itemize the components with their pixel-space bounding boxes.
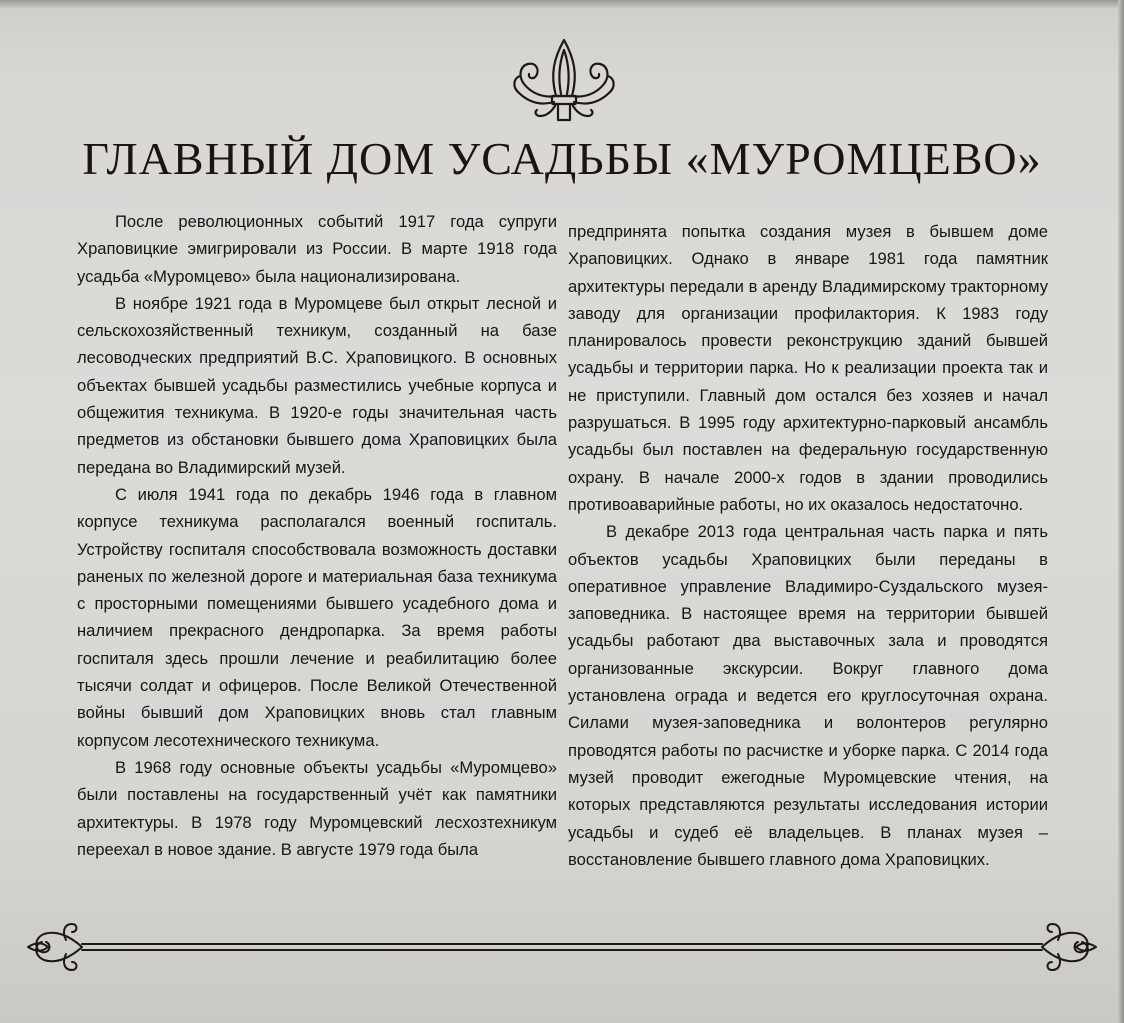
paragraph: После революционных событий 1917 года супруги Храповицкие эмигрировали из России. В марте 1918 года усадьба «Муромцево» была национализирована. xyxy=(77,212,557,286)
paragraph: В 1968 году основные объекты усадьбы «Муромцево» были поставлены на государственный учёт как памятники архитектуры. В 1978 году Муромцевский лесхозтехникум переехал в новое здание. В августе 1979 года была xyxy=(77,757,557,859)
text-column-right xyxy=(568,218,1048,873)
paragraph: В ноябре 1921 года в Муромцеве был открыт лесной и сельскохозяйственный техникум, созданный на базе лесоводческих предприятий В.С. Храповицкого. В основных объектах бывшей усадьбы разместились учебные корпуса и общежития техникума. В 1920-е годы значительная часть предметов из обстановки бывшего дома Храповицких была передана во Владимирский музей. xyxy=(77,293,557,477)
sign-top-edge xyxy=(0,0,1124,8)
text-column-left xyxy=(77,208,557,863)
fleur-de-lis-icon xyxy=(510,36,618,128)
paragraph: предпринята попытка создания музея в бывшем доме Храповицких. Однако в январе 1981 года памятник архитектуры передали в аренду Владимирскому тракторному заводу для организации профилактория. К 1983 году планировалось провести реконструкцию зданий бывшей усадьбы и территории парка. Но к реализации проекта так и не приступили. Главный дом остался без хозяев и начал разрушаться. В 1995 году архитектурно-парковый ансамбль усадьбы был поставлен на федеральную государственную охрану. В начале 2000-х годов в здании проводились противоаварийные работы, но их оказалось недостаточно. xyxy=(568,222,1048,514)
paragraph: В декабре 2013 года центральная часть парка и пять объектов усадьбы Храповицких были переданы в оперативное управление Владимиро-Суздальского музея-заповедника. В настоящее время на территории бывшей усадьбы работают два выставочных зала и проводятся организованные экскурсии. Вокруг главного дома установлена ограда и ведется его круглосуточная охрана. Силами музея-заповедника и волонтеров регулярно проводятся работы по расчистке и уборке парка. С 2014 года музей проводит ежегодные Муромцевские чтения, на которых представляются результаты исследования истории усадьбы и судеб её владельцев. В планах музея – восстановление бывшего главного дома Храповицких. xyxy=(568,522,1048,869)
scroll-divider-icon xyxy=(22,920,1102,976)
paragraph: С июля 1941 года по декабрь 1946 года в главном корпусе техникума располагался военный госпиталь. Устройству госпиталя способствовала возможность доставки раненых по железной дороге и материальная база техникума с просторными помещениями бывшего усадебного дома и наличием прекрасного дендропарка. За время работы госпиталя здесь прошли лечение и реабилитацию более тысячи солдат и офицеров. После Великой Отечественной войны бывший дом Храповицких вновь стал главным корпусом лесотехнического техникума. xyxy=(77,484,557,750)
page-title: ГЛАВНЫЙ ДОМ УСАДЬБЫ «МУРОМЦЕВО» xyxy=(82,133,1042,184)
